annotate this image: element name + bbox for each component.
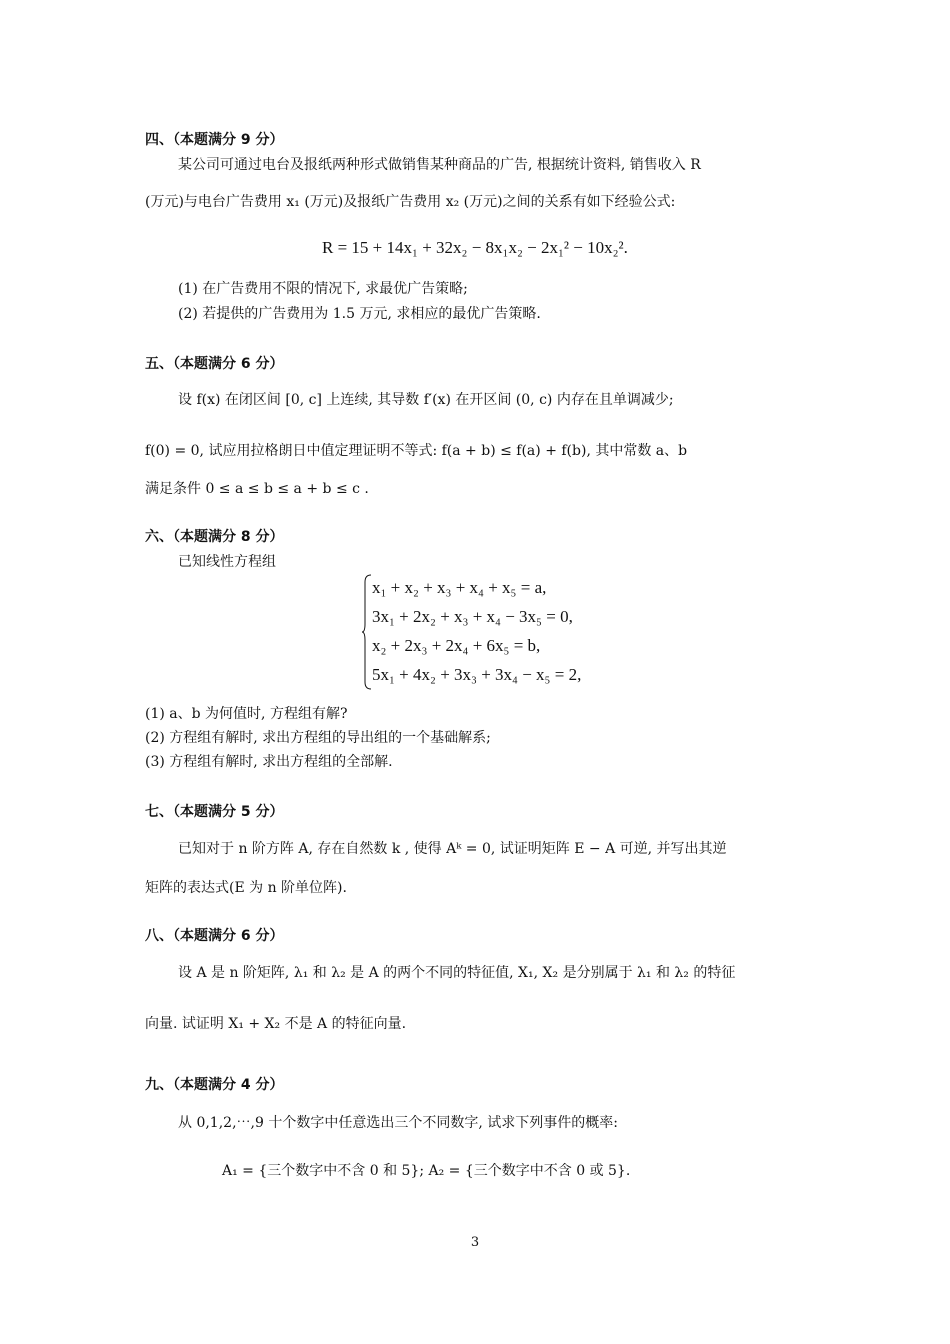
equation-row-1: x₁ + x₂ + x₃ + x₄ + x₅ = a,	[372, 578, 547, 597]
q6-part-2: (2) 方程组有解时, 求出方程组的导出组的一个基础解系;	[145, 730, 491, 746]
q6-part-1: (1) a、b 为何值时, 方程组有解?	[145, 706, 348, 722]
q7-line-2: 矩阵的表达式(E 为 n 阶单位阵).	[145, 880, 347, 896]
q8-line-1: 设 A 是 n 阶矩阵, λ₁ 和 λ₂ 是 A 的两个不同的特征值, X₁, X₂ 是分别属于 λ₁ 和 λ₂ 的特征	[178, 965, 736, 981]
equation-row-4: 5x₁ + 4x₂ + 3x₃ + 3x₄ − x₅ = 2,	[372, 665, 582, 684]
q7-title: 七、（本题满分 5 分）	[145, 804, 284, 820]
q4-title: 四、（本题满分 9 分）	[145, 132, 284, 148]
q9-line-2: A₁ = {三个数字中不含 0 和 5}; A₂ = {三个数字中不含 0 或 5}.	[222, 1163, 631, 1179]
q6-title: 六、（本题满分 8 分）	[145, 529, 284, 545]
page-number: 3	[470, 1235, 480, 1250]
q5-line-1: 设 f(x) 在闭区间 [0, c] 上连续, 其导数 f′(x) 在开区间 (0, c) 内存在且单调减少;	[178, 392, 674, 408]
q9-title: 九、（本题满分 4 分）	[145, 1077, 284, 1093]
q4-part-2: (2) 若提供的广告费用为 1.5 万元, 求相应的最优广告策略.	[178, 306, 541, 322]
q5-title: 五、（本题满分 6 分）	[145, 356, 284, 372]
q8-line-2: 向量. 试证明 X₁ + X₂ 不是 A 的特征向量.	[145, 1016, 407, 1032]
q6-intro: 已知线性方程组	[178, 554, 276, 570]
q4-line-1: 某公司可通过电台及报纸两种形式做销售某种商品的广告, 根据统计资料, 销售收入 R	[178, 157, 701, 173]
q5-line-2: f(0) = 0, 试应用拉格朗日中值定理证明不等式: f(a + b) ≤ f(a) + f(b), 其中常数 a、b	[145, 443, 688, 459]
equation-system	[362, 574, 622, 694]
equation-row-2: 3x₁ + 2x₂ + x₃ + x₄ − 3x₅ = 0,	[372, 607, 573, 626]
q4-part-1: (1) 在广告费用不限的情况下, 求最优广告策略;	[178, 281, 468, 297]
q5-line-3: 满足条件 0 ≤ a ≤ b ≤ a + b ≤ c .	[145, 481, 369, 497]
q9-line-1: 从 0,1,2,⋯,9 十个数字中任意选出三个不同数字, 试求下列事件的概率:	[178, 1115, 618, 1131]
q7-line-1: 已知对于 n 阶方阵 A, 存在自然数 k , 使得 Aᵏ = 0, 试证明矩阵 E − A 可逆, 并写出其逆	[178, 841, 727, 857]
equation-row-3: x₂ + 2x₃ + 2x₄ + 6x₅ = b,	[372, 636, 541, 655]
q6-part-3: (3) 方程组有解时, 求出方程组的全部解.	[145, 754, 393, 770]
q4-formula: R = 15 + 14x₁ + 32x₂ − 8x₁x₂ − 2x₁² − 10x₂².	[322, 238, 628, 257]
left-brace	[362, 574, 372, 690]
q8-title: 八、（本题满分 6 分）	[145, 928, 284, 944]
q4-line-2: (万元)与电台广告费用 x₁ (万元)及报纸广告费用 x₂ (万元)之间的关系有如下经验公式:	[145, 194, 676, 210]
